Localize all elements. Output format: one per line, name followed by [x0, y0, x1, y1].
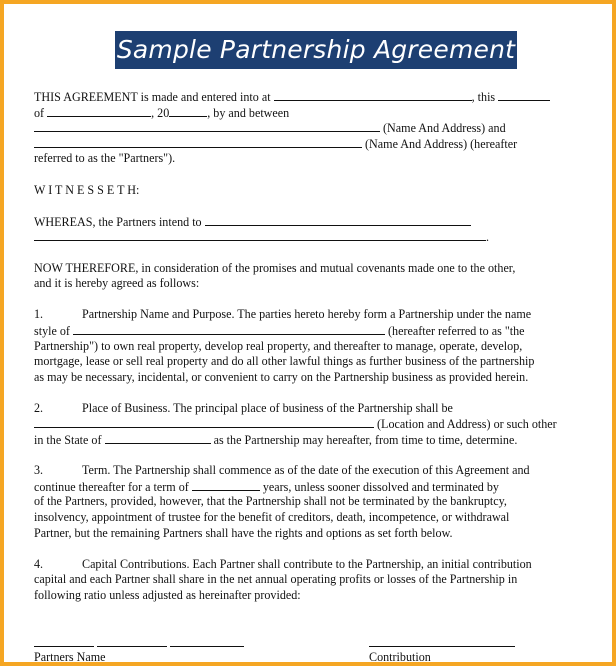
- section-4-line-2: capital and each Partner shall share in the net annual operating profits or losses of the Partnership in: [34, 572, 518, 587]
- whereas-line-2: [34, 229, 586, 245]
- section-1-line-5: as may be necessary, incidental, or convenient to carry on the Partnership business as provided herein.: [34, 369, 529, 384]
- section-1-line-4: mortgage, lease or sell real property and do all other lawful things as further business of the partnership: [34, 354, 535, 369]
- intro-text: THIS AGREEMENT is made and entered into at: [34, 90, 271, 104]
- section-2-line-1: [34, 401, 586, 417]
- section-1-line-2: [34, 323, 586, 339]
- section-4-line-1: [34, 557, 586, 573]
- section-text: in the State of: [34, 433, 102, 448]
- intro-line-5: referred to as the "Partners").: [34, 151, 176, 166]
- partner-name-lines: [34, 635, 244, 652]
- section-number: 4.: [34, 556, 44, 571]
- section-text: Term. The Partnership shall commence as of the date of the execution of this Agreement and: [82, 463, 530, 478]
- now-therefore-line-1: NOW THEREFORE, in consideration of the promises and mutual covenants made one to the other,: [34, 260, 516, 275]
- signature-labels: [34, 650, 586, 666]
- section-text: Partnership Name and Purpose. The parties hereto hereby form a Partnership under the name: [82, 307, 532, 322]
- intro-line-3: [34, 120, 586, 136]
- section-text: years, unless sooner dissolved and terminated by: [262, 479, 499, 494]
- agreement-body: [34, 89, 586, 666]
- section-text: (hereafter referred to as "the: [388, 323, 525, 338]
- section-1-line-3: Partnership") to own real property, develop real property, and thereafter to manage, operate, develop,: [34, 338, 523, 353]
- now-therefore-line-2: and it is hereby agreed as follows:: [34, 276, 200, 291]
- intro-text: (Name And Address) (hereafter: [365, 136, 518, 151]
- signature-lines: [34, 635, 586, 651]
- partner-1-blank[interactable]: [34, 120, 380, 132]
- state-blank[interactable]: [105, 432, 211, 444]
- partners-name-label: Partners Name: [34, 650, 106, 665]
- intro-line-2: [34, 105, 586, 121]
- contribution-label: Contribution: [369, 650, 431, 665]
- intro-line-4: [34, 136, 586, 152]
- term-years-blank[interactable]: [192, 479, 260, 491]
- day-blank[interactable]: [498, 89, 550, 101]
- section-1-line-1: [34, 307, 586, 323]
- month-blank[interactable]: [47, 105, 151, 117]
- intro-text: , by and between: [207, 105, 290, 120]
- section-3-line-2: [34, 479, 586, 495]
- section-2-line-3: [34, 432, 586, 448]
- intro-line-1: [34, 89, 586, 105]
- witnesseth-heading: W I T N E S S E T H:: [34, 182, 140, 197]
- section-2-line-2: [34, 416, 586, 432]
- section-text: continue thereafter for a term of: [34, 479, 189, 494]
- section-text: style of: [34, 323, 70, 338]
- partner-name-blank[interactable]: [34, 635, 94, 647]
- section-number: 2.: [34, 400, 44, 415]
- whereas-line-1: [34, 214, 586, 230]
- location-blank[interactable]: [274, 89, 472, 101]
- intent-blank[interactable]: [205, 214, 471, 226]
- year-blank[interactable]: [169, 105, 207, 117]
- intro-text: , this: [471, 90, 496, 104]
- intent-blank-2[interactable]: [34, 229, 486, 241]
- section-text: (Location and Address) or such other: [377, 417, 557, 432]
- document-title: Sample Partnership Agreement: [115, 31, 517, 69]
- contribution-blank[interactable]: [369, 635, 515, 647]
- section-3-line-3: of the Partners, provided, however, that the Partnership shall not be terminated by the bankruptcy,: [34, 494, 507, 509]
- partner-name-blank[interactable]: [170, 635, 244, 647]
- section-text: Place of Business. The principal place of business of the Partnership shall be: [82, 400, 453, 415]
- section-4-line-3: following ratio unless adjusted as hereinafter provided:: [34, 588, 301, 602]
- contribution-line: [369, 635, 515, 652]
- whereas-text: WHEREAS, the Partners intend to: [34, 214, 202, 229]
- intro-text: of: [34, 105, 45, 120]
- section-text: Capital Contributions. Each Partner shall contribute to the Partnership, an initial contribution: [82, 556, 532, 571]
- intro-text: , 20: [151, 105, 170, 120]
- intro-text: (Name And Address) and: [383, 121, 506, 136]
- section-3-line-5: Partner, but the remaining Partners shall have the rights and options as set forth below.: [34, 525, 453, 540]
- section-text: as the Partnership may hereafter, from time to time, determine.: [213, 433, 518, 448]
- partner-name-blank[interactable]: [97, 635, 167, 647]
- section-3-line-4: insolvency, appointment of trustee for the benefit of creditors, death, incompetence, or withdrawal: [34, 510, 510, 525]
- business-location-blank[interactable]: [34, 416, 374, 428]
- whereas-period: .: [486, 230, 490, 245]
- partnership-name-blank[interactable]: [73, 323, 385, 335]
- section-number: 1.: [34, 307, 44, 322]
- partner-2-blank[interactable]: [34, 136, 362, 148]
- section-number: 3.: [34, 463, 44, 478]
- section-3-line-1: [34, 463, 586, 479]
